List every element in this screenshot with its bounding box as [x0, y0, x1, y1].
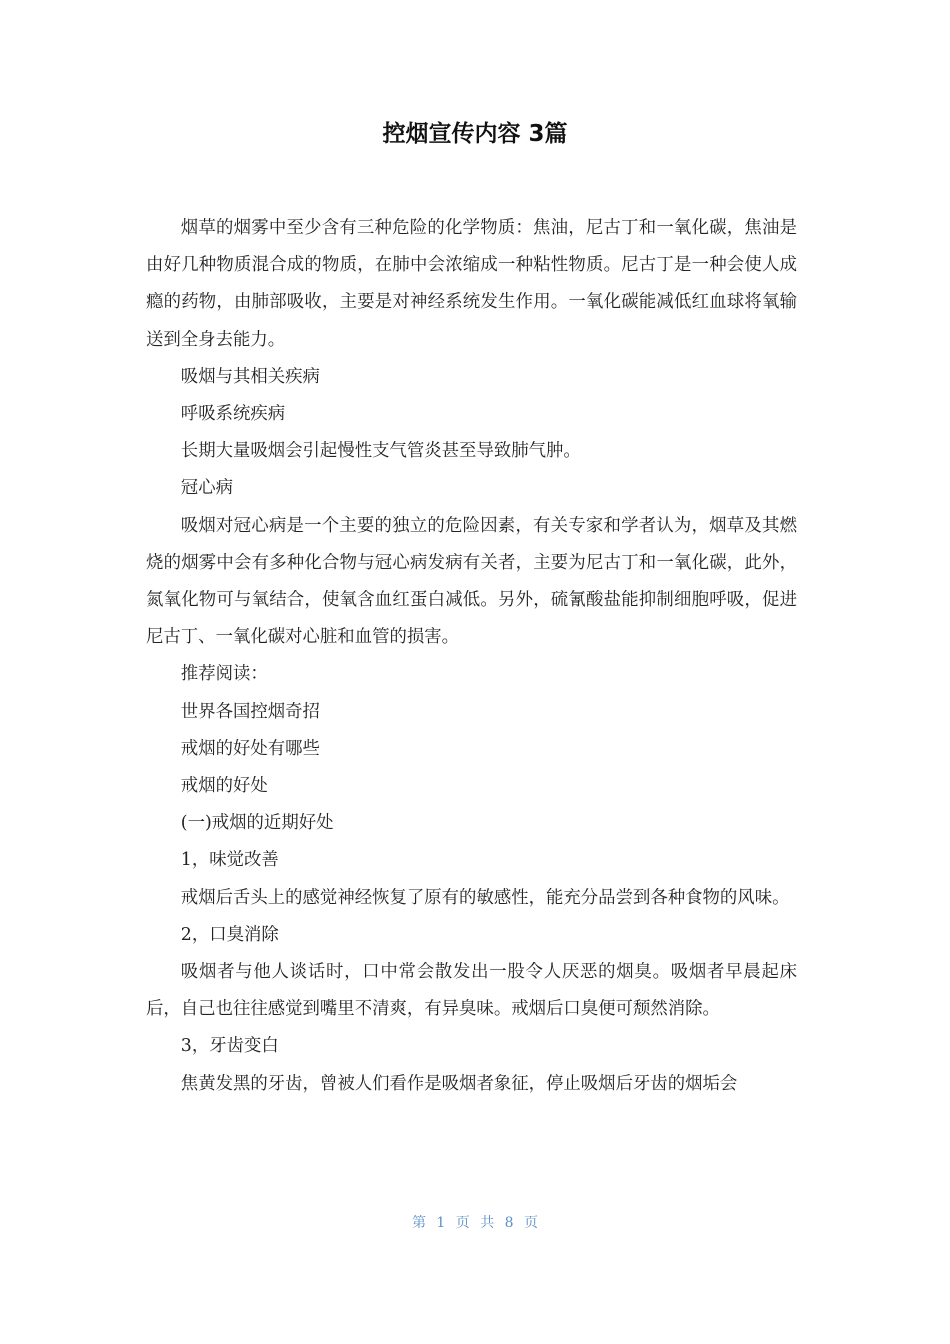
list-item: 2，口臭消除	[180, 924, 279, 945]
document-title: 控烟宣传内容 3篇	[382, 121, 568, 147]
list-item: 1，味觉改善	[180, 850, 279, 871]
paragraph: 焦黄发黑的牙齿，曾被人们看作是吸烟者象征，停止吸烟后牙齿的烟垢会	[180, 1073, 738, 1094]
page-number-footer: 第 1 页 共 8 页	[411, 1215, 539, 1231]
paragraph: 烟草的烟雾中至少含有三种危险的化学物质：焦油，尼古丁和一氧化碳，焦油是由好几种物质混合成的物质，在肺中会浓缩成一种粘性物质。尼古丁是一种会使人成瘾的药物，由肺部吸收，主要是对神经系统发生作用。一氧化碳能减低红血球将氧输送到全身去能力。	[146, 218, 797, 350]
paragraph: 吸烟者与他人谈话时，口中常会散发出一股令人厌恶的烟臭。吸烟者早晨起床后，自己也往往感觉到嘴里不清爽，有异臭味。戒烟后口臭便可颓然消除。	[146, 962, 797, 1020]
list-item: 3，牙齿变白	[180, 1036, 279, 1057]
section-heading: (一)戒烟的近期好处	[180, 813, 334, 834]
list-item: 戒烟的好处有哪些	[180, 738, 320, 759]
document-body	[146, 210, 797, 1103]
paragraph: 长期大量吸烟会引起慢性支气管炎甚至导致肺气肿。	[180, 441, 581, 462]
section-heading: 冠心病	[180, 478, 233, 499]
paragraph: 戒烟后舌头上的感觉神经恢复了原有的敏感性，能充分品尝到各种食物的风味。	[180, 887, 790, 908]
section-heading: 呼吸系统疾病	[180, 404, 286, 425]
list-item: 世界各国控烟奇招	[180, 701, 320, 722]
section-heading: 戒烟的好处	[180, 776, 268, 797]
paragraph: 吸烟对冠心病是一个主要的独立的危险因素，有关专家和学者认为，烟草及其燃烧的烟雾中会有多种化合物与冠心病发病有关者，主要为尼古丁和一氧化碳，此外，氮氧化物可与氧结合，使氧含血红蛋白减低。另外，硫氰酸盐能抑制细胞呼吸，促进尼古丁、一氧化碳对心脏和血管的损害。	[146, 515, 797, 648]
section-heading: 吸烟与其相关疾病	[180, 366, 320, 387]
section-heading: 推荐阅读：	[180, 664, 268, 685]
